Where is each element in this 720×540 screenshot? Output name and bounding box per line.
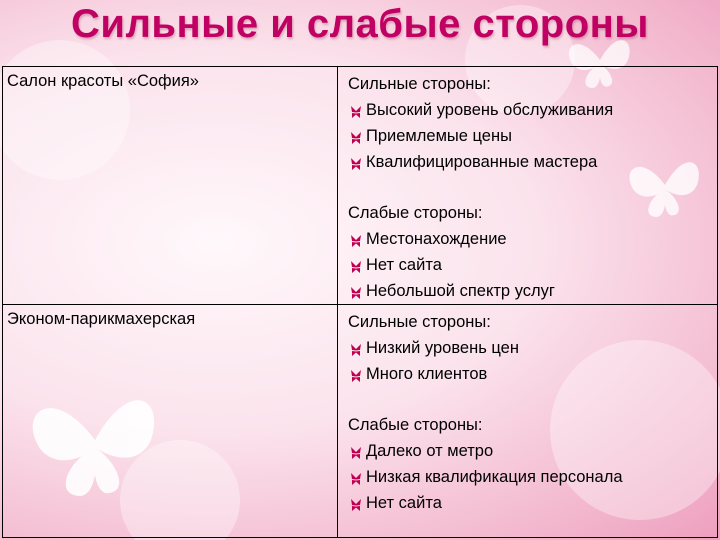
- spacer: [348, 387, 717, 412]
- butterfly-bullet-icon: [348, 469, 364, 485]
- details-cell: [338, 305, 718, 538]
- list-item-text: Нет сайта: [366, 494, 442, 512]
- butterfly-bullet-icon: [348, 231, 364, 247]
- weaknesses-title: Слабые стороны:: [348, 204, 483, 222]
- spacer: [348, 175, 717, 200]
- company-name: Эконом-парикмахерская: [7, 310, 196, 328]
- butterfly-bullet-icon: [348, 495, 364, 511]
- page-title: Сильные и слабые стороны: [71, 2, 649, 46]
- list-item-text: Небольшой спектр услуг: [366, 282, 555, 300]
- list-item-text: Далеко от метро: [366, 442, 494, 460]
- company-cell: [3, 67, 338, 305]
- list-item: [348, 361, 717, 387]
- strengths-title: Сильные стороны:: [348, 313, 491, 331]
- list-item: [348, 335, 717, 361]
- butterfly-bullet-icon: [348, 443, 364, 459]
- company-name: Салон красоты «София»: [7, 72, 199, 90]
- company-cell: [3, 305, 338, 538]
- strengths-weaknesses-table: [2, 66, 718, 538]
- butterfly-bullet-icon: [348, 283, 364, 299]
- butterfly-bullet-icon: [348, 102, 364, 118]
- list-item: [348, 252, 717, 278]
- butterfly-bullet-icon: [348, 154, 364, 170]
- list-item: [348, 97, 717, 123]
- table-row: [3, 67, 718, 305]
- weaknesses-title: Слабые стороны:: [348, 416, 483, 434]
- butterfly-bullet-icon: [348, 257, 364, 273]
- list-item-text: Низкий уровень цен: [366, 339, 519, 357]
- details-cell: [338, 67, 718, 305]
- weaknesses-list: [348, 226, 717, 304]
- list-item-text: Местонахождение: [366, 230, 507, 248]
- list-item-text: Квалифицированные мастера: [366, 153, 598, 171]
- list-item: [348, 149, 717, 175]
- list-item-text: Нет сайта: [366, 256, 442, 274]
- list-item-text: Высокий уровень обслуживания: [366, 101, 614, 119]
- weaknesses-list: [348, 438, 717, 516]
- list-item-text: Приемлемые цены: [366, 127, 512, 145]
- strengths-list: [348, 335, 717, 387]
- butterfly-bullet-icon: [348, 340, 364, 356]
- list-item: [348, 464, 717, 490]
- strengths-title: Сильные стороны:: [348, 75, 491, 93]
- list-item-text: Низкая квалификация персонала: [366, 468, 623, 486]
- list-item: [348, 490, 717, 516]
- table-row: [3, 305, 718, 538]
- list-item: [348, 438, 717, 464]
- butterfly-bullet-icon: [348, 128, 364, 144]
- list-item: [348, 278, 717, 304]
- strengths-list: [348, 97, 717, 175]
- list-item: [348, 226, 717, 252]
- list-item-text: Много клиентов: [366, 365, 488, 383]
- butterfly-bullet-icon: [348, 366, 364, 382]
- list-item: [348, 123, 717, 149]
